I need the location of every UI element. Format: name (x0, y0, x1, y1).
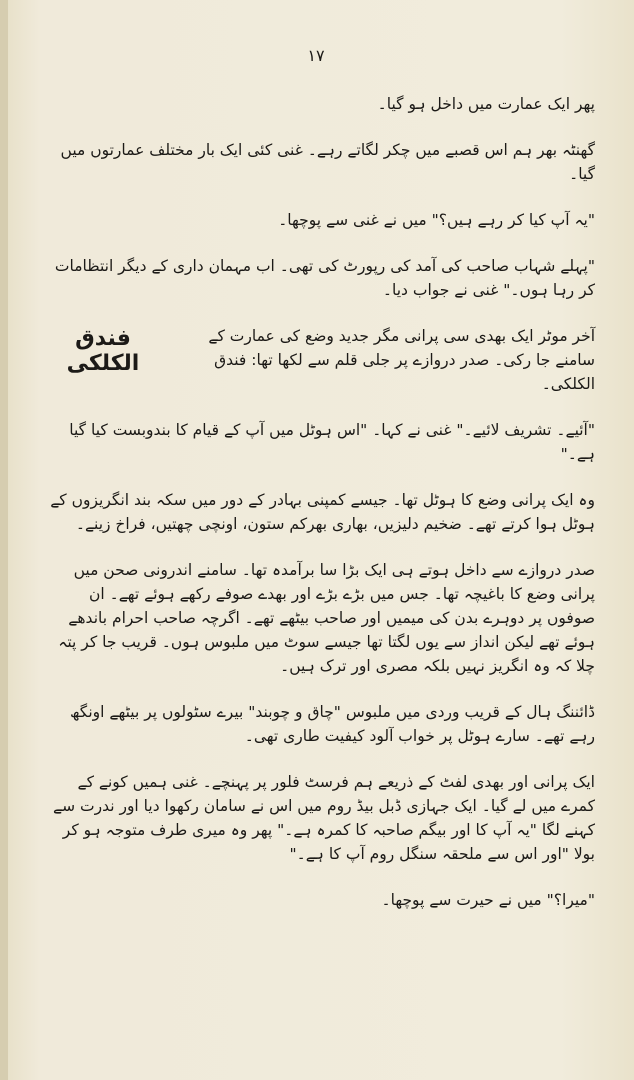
paragraph: "یہ آپ کیا کر رہے ہیں؟" میں نے غنی سے پوچھا۔ (278, 211, 595, 229)
paragraph: پھر ایک عمارت میں داخل ہو گیا۔ (377, 95, 595, 113)
page-edge (0, 0, 8, 1080)
paragraph: "میرا؟" میں نے حیرت سے پوچھا۔ (381, 891, 595, 909)
paragraph: صدر دروازے سے داخل ہوتے ہی ایک بڑا سا برآمدہ تھا۔ سامنے اندرونی صحن میں پرانی وضع کا باغیچہ تھا۔ جس میں بڑے بڑے اور بھدے صوفے رکھے ہوئے تھے۔ ان صوفوں پر دوہرے بدن کی میمیں اور صاحب بیٹھے تھے۔ اگرچہ صاحب احرام باندھے ہوئے تھے لیکن انداز سے یوں لگتا تھا جیسے سوٹ میں ملبوس ہوں۔ قریب جا کر پتہ چلا کہ وہ انگریز نہیں بلکہ مصری اور ترک ہیں۔ (58, 561, 595, 675)
paragraph: "آئیے۔ تشریف لائیے۔" غنی نے کہا۔ "اس ہوٹل میں آپ کے قیام کا بندوبست کیا گیا ہے۔" (69, 421, 595, 463)
chapter-heading: فندق الکلکی (66, 326, 140, 376)
page-number: ۱۷ (307, 46, 325, 65)
paragraph: ایک پرانی اور بھدی لفٹ کے ذریعے ہم فرسٹ فلور پر پہنچے۔ غنی ہمیں کونے کے کمرے میں لے گیا۔ ایک جہازی ڈبل بیڈ روم میں اس نے سامان رکھوا دیا اور ندرت سے کہنے لگا "یہ آپ کا اور بیگم صاحبہ کا کمرہ ہے۔" پھر وہ میری طرف متوجہ ہو کر بولا "اور اس سے ملحقہ سنگل روم آپ کا ہے۔" (53, 773, 595, 863)
paragraph: گھنٹہ بھر ہم اس قصبے میں چکر لگاتے رہے۔ غنی کئی ایک بار مختلف عمارتوں میں گیا۔ (60, 141, 595, 183)
paragraph: وہ ایک پرانی وضع کا ہوٹل تھا۔ جیسے کمپنی بہادر کے دور میں سکہ بند انگریزوں کے ہوٹل ہوا کرتے تھے۔ ضخیم دلیزیں، بھاری بھرکم ستون، اونچی چھتیں، فراخ زینے۔ (50, 491, 595, 533)
paragraph: آخر موٹر ایک بھدی سی پرانی مگر جدید وضع کی عمارت کے سامنے جا رکی۔ صدر دروازے پر جلی قلم سے لکھا تھا: فندق الکلکی۔ (208, 327, 595, 393)
paragraph: "پہلے شہاب صاحب کی آمد کی رپورٹ کی تھی۔ اب مہمان داری کے دیگر انتظامات کر رہا ہوں۔" غنی نے جواب دیا۔ (54, 257, 595, 299)
body-text (40, 92, 595, 934)
paragraph: ڈائننگ ہال کے قریب وردی میں ملبوس "چاق و چوبند" بیرے سٹولوں پر بیٹھے اونگھ رہے تھے۔ سارے ہوٹل پر خواب آلود کیفیت طاری تھی۔ (70, 703, 595, 745)
